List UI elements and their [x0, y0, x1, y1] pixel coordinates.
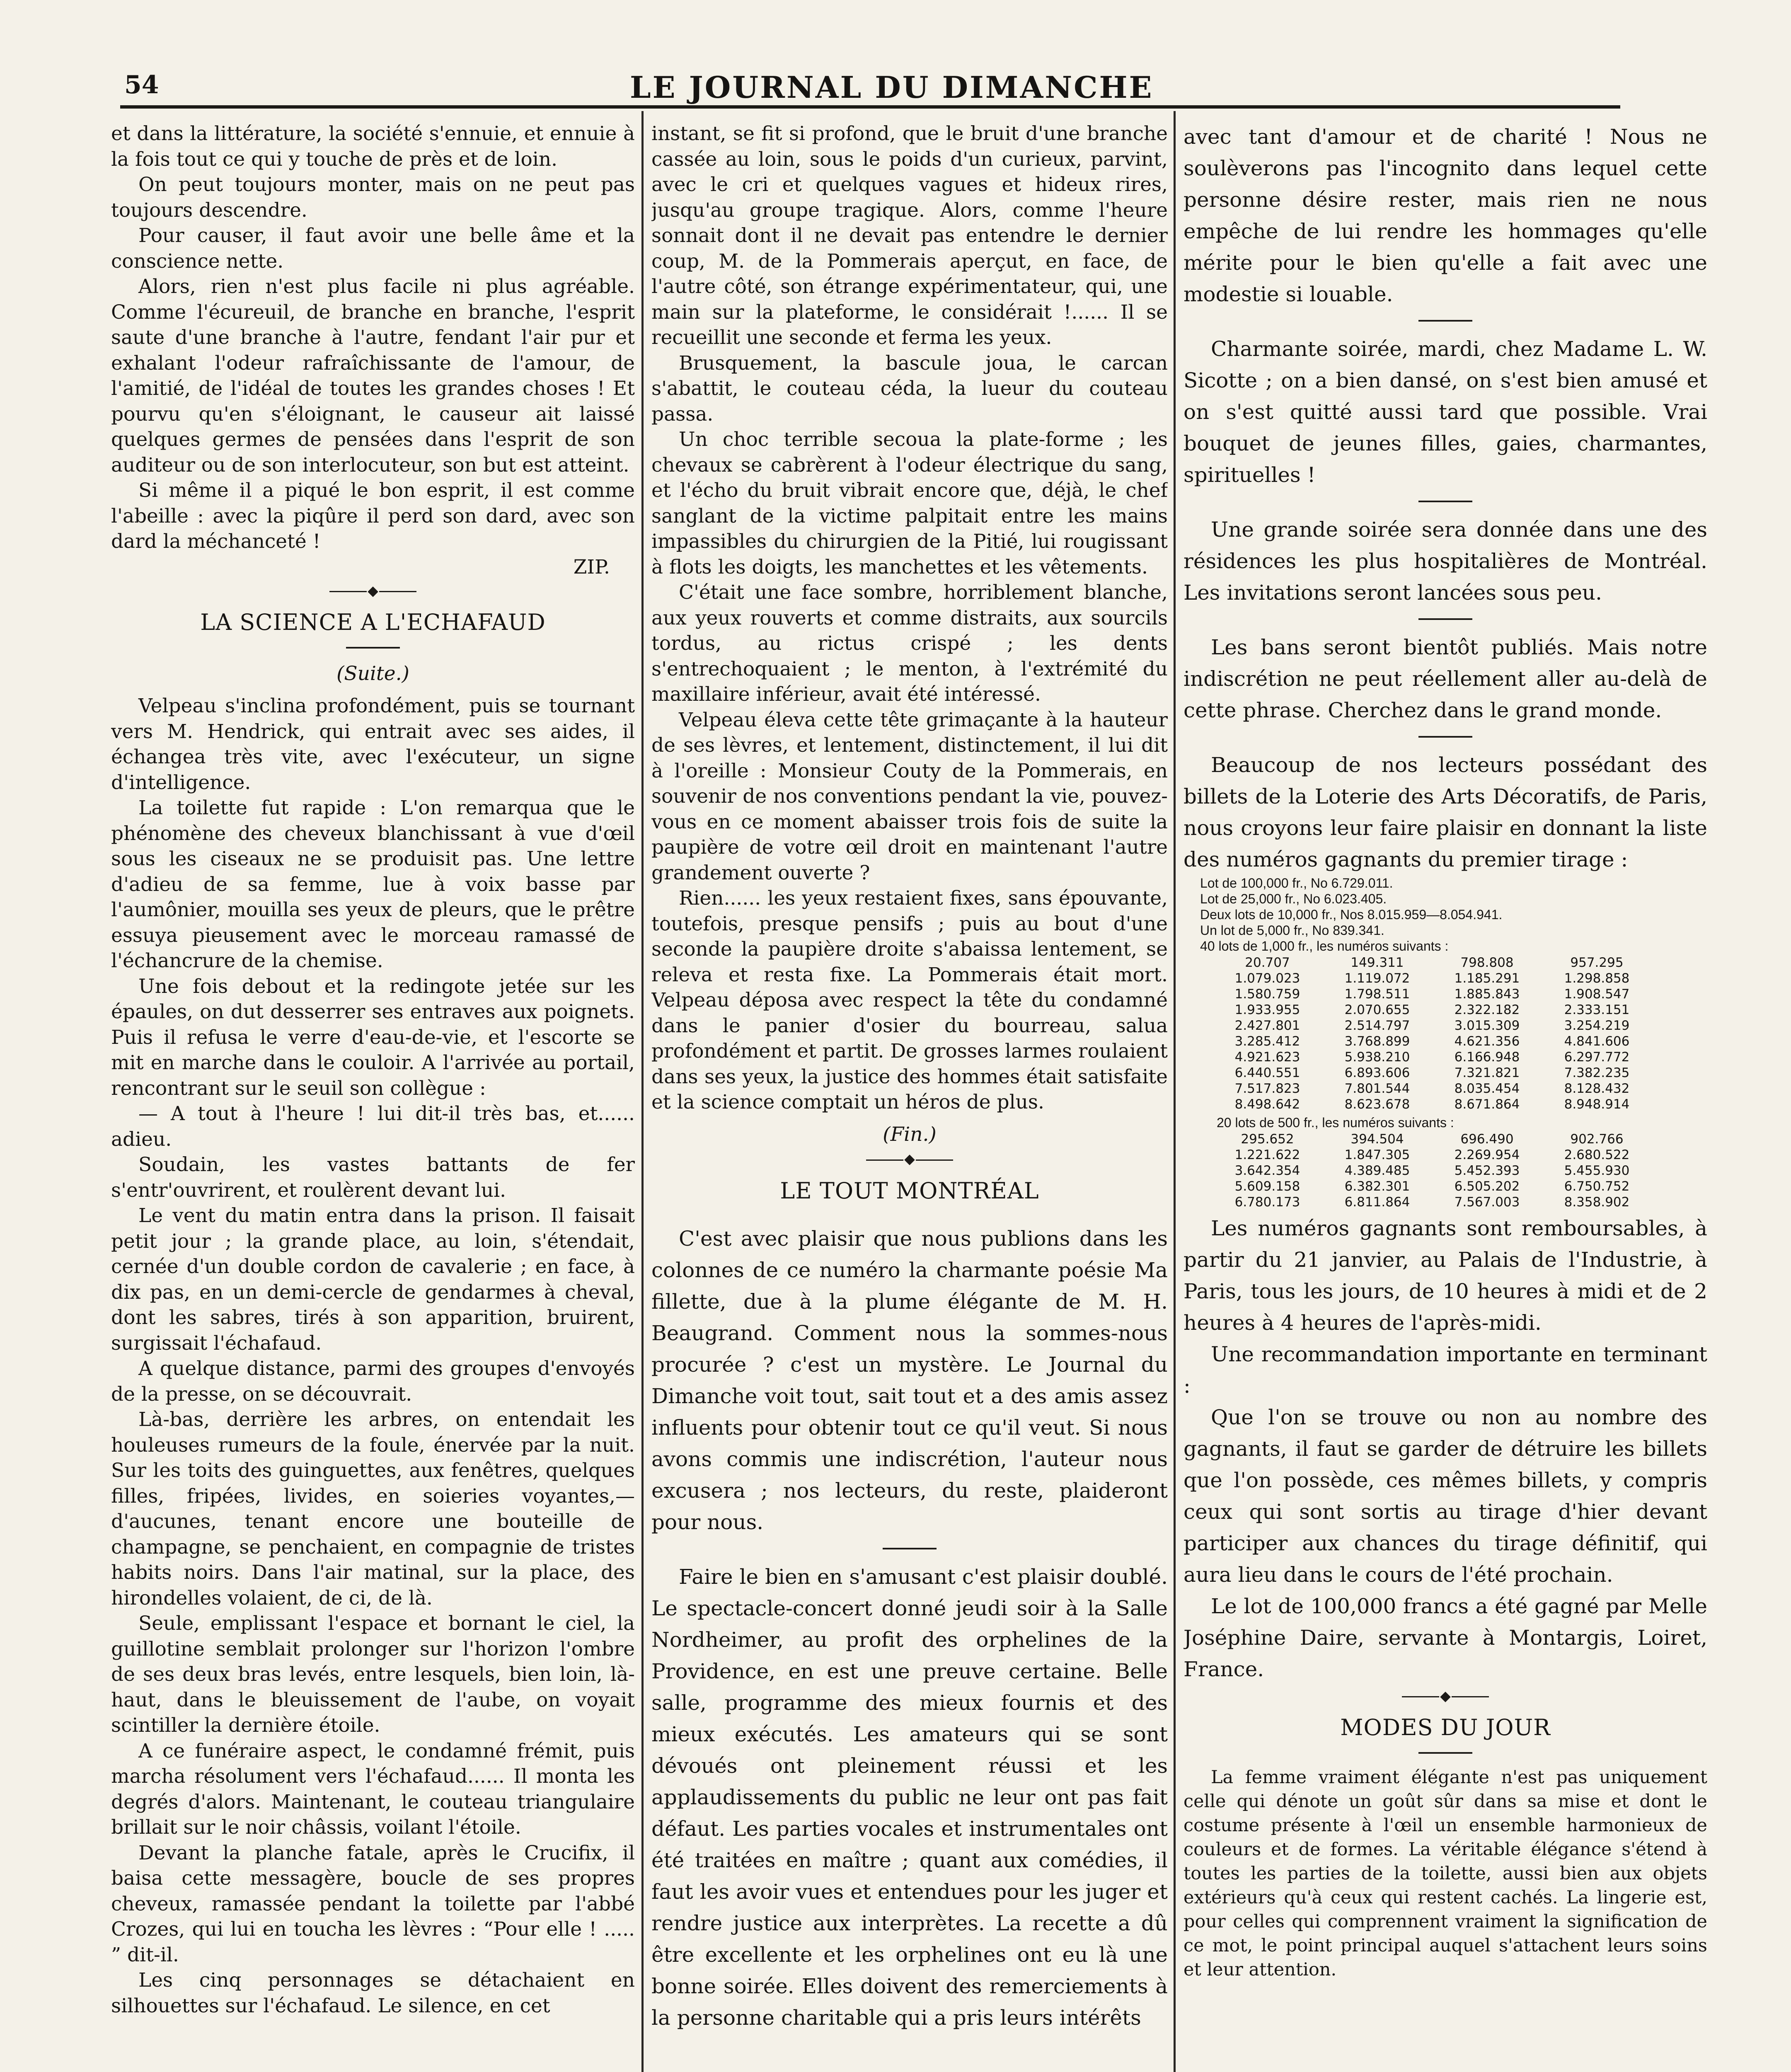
paragraph: Devant la planche fatale, après le Crucifix, il baisa cette messagère, boucle de ses propres cheveux, ramassée pendant la toilette par l'abbé Crozes, qui lui en toucha les lèvres : “Pour elle ! ..... ” dit-il.: [111, 1841, 635, 1966]
title-rule: [1418, 1752, 1472, 1754]
winning-number: 8.623.678: [1344, 1097, 1410, 1112]
paragraph: Velpeau éleva cette tête grimaçante à la hauteur de ses lèvres, et lentement, distinctement, il lui dit à l'oreille : Monsieur Couty de la Pommerais, en souvenir de nos conventions pendant la vie, pouvez-vous en ce moment abaisser trois fois de suite la paupière de votre œil droit en maintenant l'autre grandement ouverte ?: [651, 708, 1168, 884]
number-row: [1213, 1163, 1652, 1179]
winning-number: 1.908.547: [1564, 987, 1630, 1002]
winning-number: 3.254.219: [1564, 1018, 1630, 1033]
winning-number: 798.808: [1460, 955, 1514, 970]
winning-number: 4.389.485: [1344, 1163, 1410, 1178]
winning-number: 6.505.202: [1454, 1179, 1520, 1194]
paragraph: instant, se fit si profond, que le bruit d'une branche cassée au loin, sous le poids d'un curieux, parvint, avec le cri et quelques vagues et hideux rires, jusqu'au groupe tragique. Alors, comme l'heure sonnait dont il ne devait pas entendre le dernier coup, M. de la Pommerais aperçut, en face, de l'autre côté, son étrange expérimentateur, qui, une main sur la plateforme, le considérait !...... Il se recueillit une seconde et ferma les yeux.: [651, 122, 1168, 349]
article-subtitle: (Suite.): [336, 662, 409, 685]
winning-number: 1.847.305: [1344, 1147, 1410, 1162]
winning-number: 902.766: [1570, 1132, 1624, 1147]
paragraph: Alors, rien n'est plus facile ni plus agréable. Comme l'écureuil, de branche en branche, l'esprit saute d'une branche à l'autre, fendant l'air pur et exhalant l'odeur rafraîchissante de l'amour, de l'amitié, de l'idéal de toutes les grandes choses ! Et pourvu qu'en s'éloignant, le causeur ait laissé quelques germes de pensées dans l'esprit de son auditeur ou de son interlocuteur, son but est atteint.: [111, 275, 635, 477]
separator-rule: [1418, 320, 1472, 322]
section-title: MODES DU JOUR: [1340, 1714, 1551, 1740]
number-row: [1213, 1049, 1652, 1065]
article-title: LA SCIENCE A L'ECHAFAUD: [200, 609, 546, 635]
number-row: [1213, 1179, 1652, 1194]
winning-number: 8.498.642: [1234, 1097, 1300, 1112]
paragraph: Que l'on se trouve ou non au nombre des gagnants, il faut se garder de détruire les billets que l'on possède, ces mêmes billets, y compris ceux qui sont sortis au tirage d'hier devant participer aux chances du tirage définitif, qui aura lieu dans le cours de l'été prochain.: [1184, 1405, 1707, 1587]
separator-rule: [1418, 501, 1472, 502]
winning-number: 2.333.151: [1564, 1002, 1630, 1017]
paragraph: Seule, emplissant l'espace et bornant le ciel, la guillotine semblait prolonger sur l'horizon l'ombre de ses deux bras levés, entre lesquels, bien loin, là-haut, dans le bleuissement de l'aube, on voyait scintiller la dernière étoile.: [111, 1612, 635, 1737]
winning-number: 5.609.158: [1234, 1179, 1300, 1194]
winning-number: 2.269.954: [1454, 1147, 1520, 1162]
winning-number: 5.452.393: [1454, 1163, 1520, 1178]
number-row: [1213, 955, 1652, 971]
winning-number: 1.079.023: [1234, 971, 1300, 986]
winning-number: 1.298.858: [1564, 971, 1630, 986]
separator-rule: [1418, 736, 1472, 738]
winning-number: 6.166.948: [1454, 1050, 1520, 1065]
winning-number: 3.642.354: [1234, 1163, 1300, 1178]
winning-number: 4.621.356: [1454, 1034, 1520, 1049]
number-row: [1213, 986, 1652, 1002]
lottery-line: Un lot de 5,000 fr., No 839.341.: [1200, 923, 1384, 938]
paragraph: Là-bas, derrière les arbres, on entendait les houleuses rumeurs de la foule, énervée par la nuit. Sur les toits des guinguettes, aux fenêtres, quelques filles, fripées, livides, en soieries voyantes,— d'aucunes, tenant encore une bouteille de champagne, se penchaient, en compagnie de tristes habits noirs. Dans l'air matinal, sur la place, des hirondelles volaient, de ci, de là.: [111, 1408, 635, 1610]
column-divider: [1174, 111, 1176, 2072]
winning-number: 1.798.511: [1344, 987, 1410, 1002]
paragraph: Le vent du matin entra dans la prison. Il faisait petit jour ; la grande place, au loin, s'étendait, cernée d'un double cordon de cavalerie ; en face, à dix pas, en un demi-cercle de gendarmes à cheval, dont les sabres, tirés à son apparition, bruirent, surgissait l'échafaud.: [111, 1204, 635, 1355]
winning-number: 394.504: [1351, 1132, 1404, 1147]
number-row: [1213, 1147, 1652, 1163]
number-row: [1213, 1131, 1652, 1147]
paragraph: et dans la littérature, la société s'ennuie, et ennuie à la fois tout ce qui y touche de près et de loin.: [111, 122, 635, 171]
number-row: [1213, 1018, 1652, 1034]
winning-number: 3.015.309: [1454, 1018, 1520, 1033]
ornament-divider: [111, 587, 635, 598]
header-rule: [120, 105, 1620, 109]
section-title: LE TOUT MONTRÉAL: [780, 1177, 1039, 1204]
winning-number: 7.382.235: [1564, 1065, 1630, 1080]
ornament-divider: [651, 1156, 1168, 1167]
paragraph: Rien...... les yeux restaient fixes, sans épouvante, toutefois, presque pensifs ; puis au bout d'une seconde la paupière droite s'abaissa lentement, se releva et resta fixe. La Pommerais était mort. Velpeau déposa avec respect la tête du condamné dans le panier d'osier du bourreau, salua profondément et partit. De grosses larmes roulaient dans ses yeux, la justice des hommes était satisfaite et la science comptait un héros de plus.: [651, 887, 1168, 1113]
winning-number: 8.948.914: [1564, 1097, 1630, 1112]
paragraph: Un choc terrible secoua la plate-forme ; les chevaux se cabrèrent à l'odeur électrique du sang, et l'écho du bruit vibrait encore que, déjà, le chef sanglant de la victime palpitait entre les mains impassibles du chirurgien de la Pitié, lui rougissant à flots les doigts, les manchettes et les vêtements.: [651, 428, 1168, 579]
winning-number: 5.938.210: [1344, 1050, 1410, 1065]
column-1: [111, 121, 635, 2072]
paragraph: — A tout à l'heure ! lui dit-il très bas, et...... adieu.: [111, 1102, 635, 1151]
number-row: [1213, 971, 1652, 986]
paragraph: Une grande soirée sera donnée dans une des résidences les plus hospitalières de Montréal. Les invitations seront lancées sous peu.: [1184, 518, 1707, 605]
paragraph: Le lot de 100,000 francs a été gagné par Melle Joséphine Daire, servante à Montargis, Loiret, France.: [1184, 1594, 1707, 1681]
winning-number: 1.185.291: [1454, 971, 1520, 986]
paragraph: Pour causer, il faut avoir une belle âme et la conscience nette.: [111, 224, 635, 273]
paragraph: Une fois debout et la redingote jetée sur les épaules, on dut desserrer ses entraves aux poignets. Puis il refusa le verre d'eau-de-vie, et l'escorte se mit en marche dans le couloir. A l'arrivée au portail, rencontrant sur le seuil son collègue :: [111, 975, 635, 1100]
lottery-line: Deux lots de 10,000 fr., Nos 8.015.959—8.054.941.: [1200, 907, 1503, 922]
ornament-divider: [1184, 1692, 1707, 1703]
winning-number: 6.893.606: [1344, 1065, 1410, 1080]
winning-number: 2.322.182: [1454, 1002, 1520, 1017]
article-end-mark: (Fin.): [883, 1123, 937, 1146]
column-divider: [641, 111, 644, 2072]
winning-number: 7.567.003: [1454, 1195, 1520, 1210]
winning-number: 2.514.797: [1344, 1018, 1410, 1033]
number-row: [1213, 1097, 1652, 1112]
paragraph: Charmante soirée, mardi, chez Madame L. W. Sicotte ; on a bien dansé, on s'est bien amusé et on s'est quitté aussi tard que possible. Vrai bouquet de jeunes filles, gaies, charmantes, spirituelles !: [1184, 337, 1707, 487]
winning-number: 4.841.606: [1564, 1034, 1630, 1049]
paragraph: Les bans seront bientôt publiés. Mais notre indiscrétion ne peut réellement aller au-delà de cette phrase. Cherchez dans le grand monde.: [1184, 635, 1707, 722]
winning-numbers-1000-table: [1213, 955, 1652, 1112]
winning-number: 6.297.772: [1564, 1050, 1630, 1065]
paragraph: C'est avec plaisir que nous publions dans les colonnes de ce numéro la charmante poésie Ma fillette, due à la plume élégante de M. H. Beaugrand. Comment nous la sommes-nous procurée ? c'est un mystère. Le Journal du Dimanche voit tout, sait tout et a des amis assez influents pour obtenir tout ce qu'il veut. Si nous avons commis une indiscrétion, l'auteur nous excusera ; nos lecteurs, du reste, plaideront pour nous.: [651, 1226, 1168, 1534]
winning-number: 1.119.072: [1344, 971, 1410, 986]
separator-rule: [883, 1548, 937, 1549]
winning-number: 295.652: [1241, 1132, 1294, 1147]
winning-number: 2.427.801: [1234, 1018, 1300, 1033]
winning-number: 8.128.432: [1564, 1081, 1630, 1096]
winning-number: 6.811.864: [1344, 1195, 1410, 1210]
paragraph: Velpeau s'inclina profondément, puis se tournant vers M. Hendrick, qui entrait avec ses aides, il échangea très vite, avec l'exécuteur, un signe d'intelligence.: [111, 695, 635, 794]
winning-number: 8.358.902: [1564, 1195, 1630, 1210]
winning-number: 3.285.412: [1234, 1034, 1300, 1049]
winning-number: 4.921.623: [1234, 1050, 1300, 1065]
separator-rule: [1418, 618, 1472, 620]
winning-number: 6.750.752: [1564, 1179, 1630, 1194]
winning-number: 7.801.544: [1344, 1081, 1410, 1096]
winning-number: 1.933.955: [1234, 1002, 1300, 1017]
winning-numbers-500-table: [1213, 1131, 1652, 1210]
number-row: [1213, 1194, 1652, 1210]
masthead-title: LE JOURNAL DU DIMANCHE: [630, 70, 1154, 105]
winning-number: 957.295: [1570, 955, 1624, 970]
number-row: [1213, 1081, 1652, 1097]
number-row: [1213, 1065, 1652, 1081]
page-number: 54: [124, 70, 159, 99]
winning-number: 6.382.301: [1344, 1179, 1410, 1194]
lottery-line: 20 lots de 500 fr., les numéros suivants :: [1217, 1115, 1454, 1130]
paragraph: Brusquement, la bascule joua, le carcan s'abattit, le couteau céda, la lueur du couteau passa.: [651, 351, 1168, 426]
column-2: [651, 121, 1168, 2072]
winning-number: 3.768.899: [1344, 1034, 1410, 1049]
paragraph: C'était une face sombre, horriblement blanche, aux yeux rouverts et comme distraits, aux sourcils tordus, au rictus crispé ; les dents s'entrechoquaient ; le menton, à l'extrémité du maxillaire inférieur, avait été intéressé.: [651, 581, 1168, 706]
lottery-list: [1184, 875, 1707, 1210]
winning-number: 2.070.655: [1344, 1002, 1410, 1017]
paragraph: A ce funéraire aspect, le condamné frémit, puis marcha résolument vers l'échafaud...... Il monta les degrés d'alors. Maintenant, le couteau triangulaire brillait sur le noir châssis, voilant l'étoile.: [111, 1739, 635, 1839]
winning-number: 8.035.454: [1454, 1081, 1520, 1096]
paragraph: Les numéros gagnants sont remboursables, à partir du 21 janvier, au Palais de l'Industrie, à Paris, tous les jours, de 10 heures à midi et de 2 heures à 4 heures de l'après-midi.: [1184, 1216, 1707, 1335]
paragraph: Si même il a piqué le bon esprit, il est comme l'abeille : avec la piqûre il perd son dard, avec son dard la méchanceté !: [111, 479, 635, 553]
winning-number: 1.580.759: [1234, 987, 1300, 1002]
lottery-line: Lot de 100,000 fr., No 6.729.011.: [1200, 876, 1393, 891]
winning-number: 7.321.821: [1454, 1065, 1520, 1080]
lottery-line: Lot de 25,000 fr., No 6.023.405.: [1200, 891, 1387, 906]
paragraph: Une recommandation importante en terminant :: [1184, 1342, 1707, 1398]
paragraph: Faire le bien en s'amusant c'est plaisir doublé. Le spectacle-concert donné jeudi soir à la Salle Nordheimer, au profit des orphelines de la Providence, en est une preuve certaine. Belle salle, programme des mieux fournis et des mieux exécutés. Les amateurs qui se sont dévoués ont pleinement réussi et les applaudissements du public ne leur ont pas fait défaut. Les parties vocales et instrumentales ont été traitées en maître ; quant aux comédies, il faut les avoir vues et entendues pour les juger et rendre justice aux interprètes. La recette a dû être excellente et les orphelines ont eu là une bonne soirée. Elles doivent des remerciements à la personne charitable qui a pris leurs intérêts: [651, 1564, 1168, 2030]
paragraph: On peut toujours monter, mais on ne peut pas toujours descendre.: [111, 173, 635, 222]
paragraph: La toilette fut rapide : L'on remarqua que le phénomène des cheveux blanchissant à vue d'œil sous les ciseaux ne se produisit pas. Une lettre d'adieu de sa femme, lue à voix basse par l'aumônier, mouilla ses yeux de pleurs, que le prêtre essuya pieusement avec le morceau ramassé de l'échancrure de la chemise.: [111, 796, 635, 972]
winning-number: 7.517.823: [1234, 1081, 1300, 1096]
paragraph: Les cinq personnages se détachaient en silhouettes sur l'échafaud. Le silence, en cet: [111, 1969, 635, 2017]
winning-number: 1.221.622: [1234, 1147, 1300, 1162]
winning-number: 1.885.843: [1454, 987, 1520, 1002]
winning-number: 6.780.173: [1234, 1195, 1300, 1210]
paragraph: A quelque distance, parmi des groupes d'envoyés de la presse, on se découvrait.: [111, 1357, 635, 1406]
paragraph: Soudain, les vastes battants de fer s'entr'ouvrirent, et roulèrent devant lui.: [111, 1153, 635, 1202]
paragraph: Beaucoup de nos lecteurs possédant des billets de la Loterie des Arts Décoratifs, de Paris, nous croyons leur faire plaisir en donnant la liste des numéros gagnants du premier tirage :: [1184, 753, 1707, 871]
column-3: [1184, 121, 1707, 2072]
winning-number: 696.490: [1460, 1132, 1514, 1147]
signature: ZIP.: [573, 555, 610, 579]
winning-number: 149.311: [1351, 955, 1404, 970]
lottery-line: 40 lots de 1,000 fr., les numéros suivants :: [1200, 939, 1449, 954]
winning-number: 8.671.864: [1454, 1097, 1520, 1112]
winning-number: 5.455.930: [1564, 1163, 1630, 1178]
number-row: [1213, 1034, 1652, 1049]
title-rule: [346, 647, 400, 649]
winning-number: 6.440.551: [1234, 1065, 1300, 1080]
winning-number: 2.680.522: [1564, 1147, 1630, 1162]
winning-number: 20.707: [1245, 955, 1290, 970]
number-row: [1213, 1002, 1652, 1018]
paragraph: avec tant d'amour et de charité ! Nous ne soulèverons pas l'incognito dans lequel cette personne désire rester, mais rien ne nous empêche de lui rendre les hommages qu'elle mérite pour le bien qu'elle a fait avec une modestie si louable.: [1184, 125, 1707, 306]
paragraph: La femme vraiment élégante n'est pas uniquement celle qui dénote un goût sûr dans sa mise et dont le costume présente à l'œil un ensemble harmonieux de couleurs et de formes. La véritable élégance s'étend à toutes les parties de la toilette, aussi bien aux objets extérieurs qu'à ceux qui restent cachés. La lingerie est, pour celles qui comprennent vraiment la signification de ce mot, le point principal auquel s'attachent leurs soins et leur attention.: [1184, 1767, 1707, 1980]
